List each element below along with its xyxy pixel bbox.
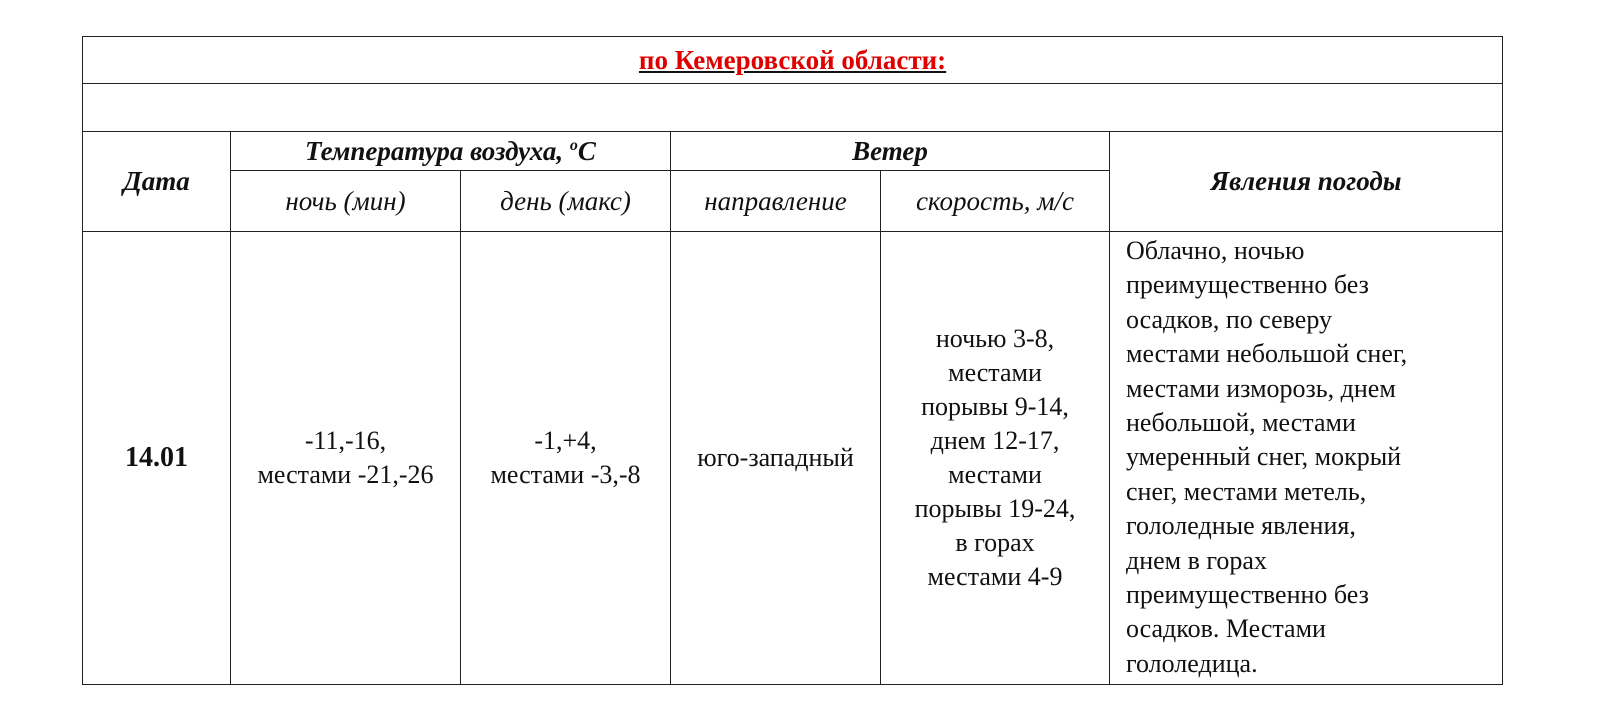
wind-speed-line: в горах [955,528,1035,557]
wind-direction-cell: юго-западный [671,232,881,685]
wind-speed-line: местами [948,460,1042,489]
day-temp-line: местами -3,-8 [490,460,641,489]
night-header: ночь (мин) [231,171,461,232]
phenomena-line: осадков, по северу [1126,304,1332,334]
table-row [83,232,1503,685]
phenomena-line: Облачно, ночью [1126,236,1305,265]
phenomena-header: Явления погоды [1110,132,1503,232]
phenomena-line: небольшой, местами [1126,408,1356,438]
phenomena-line: снег, местами метель, [1126,476,1367,506]
phenomena-line: гололедица. [1126,648,1258,678]
phenomena-line: умеренный снег, мокрый [1126,442,1402,472]
temperature-degree: о [569,136,578,154]
night-temp-line: -11,-16, [304,426,387,455]
region-title-text: по Кемеровской области: [638,44,947,75]
night-temp-cell [231,232,461,685]
day-header: день (макс) [461,171,671,232]
speed-header: скорость, м/с [881,171,1110,232]
day-temp-line: -1,+4, [534,426,597,455]
night-temp-line: местами -21,-26 [257,460,434,489]
wind-speed-line: порывы 9-14, [921,392,1069,421]
phenomena-line: осадков. Местами [1126,614,1326,644]
temperature-header-label: Температура воздуха, [305,135,570,166]
empty-cell [83,84,1503,132]
temperature-unit: С [577,135,596,166]
temperature-header [231,132,671,171]
wind-speed-line: местами [948,358,1042,387]
wind-speed-line: днем 12-17, [930,426,1060,455]
phenomena-line: местами небольшой снег, [1126,339,1408,369]
phenomena-line: преимущественно без [1126,270,1369,300]
day-temp-cell [461,232,671,685]
phenomena-cell [1110,232,1503,685]
wind-speed-line: местами 4-9 [927,562,1063,591]
wind-speed-line: порывы 19-24, [914,494,1076,523]
region-row [83,37,1503,84]
forecast-table [82,36,1503,685]
header-row-top [83,132,1503,171]
empty-row [83,84,1503,132]
direction-header: направление [671,171,881,232]
phenomena-line: местами изморозь, днем [1126,373,1396,403]
phenomena-line: днем в горах [1126,545,1267,575]
region-title [83,37,1503,84]
wind-speed-line: ночью 3-8, [935,324,1055,353]
date-header: Дата [83,132,231,232]
date-cell: 14.01 [83,232,231,685]
phenomena-line: преимущественно без [1126,580,1369,610]
wind-speed-cell [881,232,1110,685]
phenomena-line: гололедные явления, [1126,511,1356,541]
wind-header: Ветер [671,132,1110,171]
